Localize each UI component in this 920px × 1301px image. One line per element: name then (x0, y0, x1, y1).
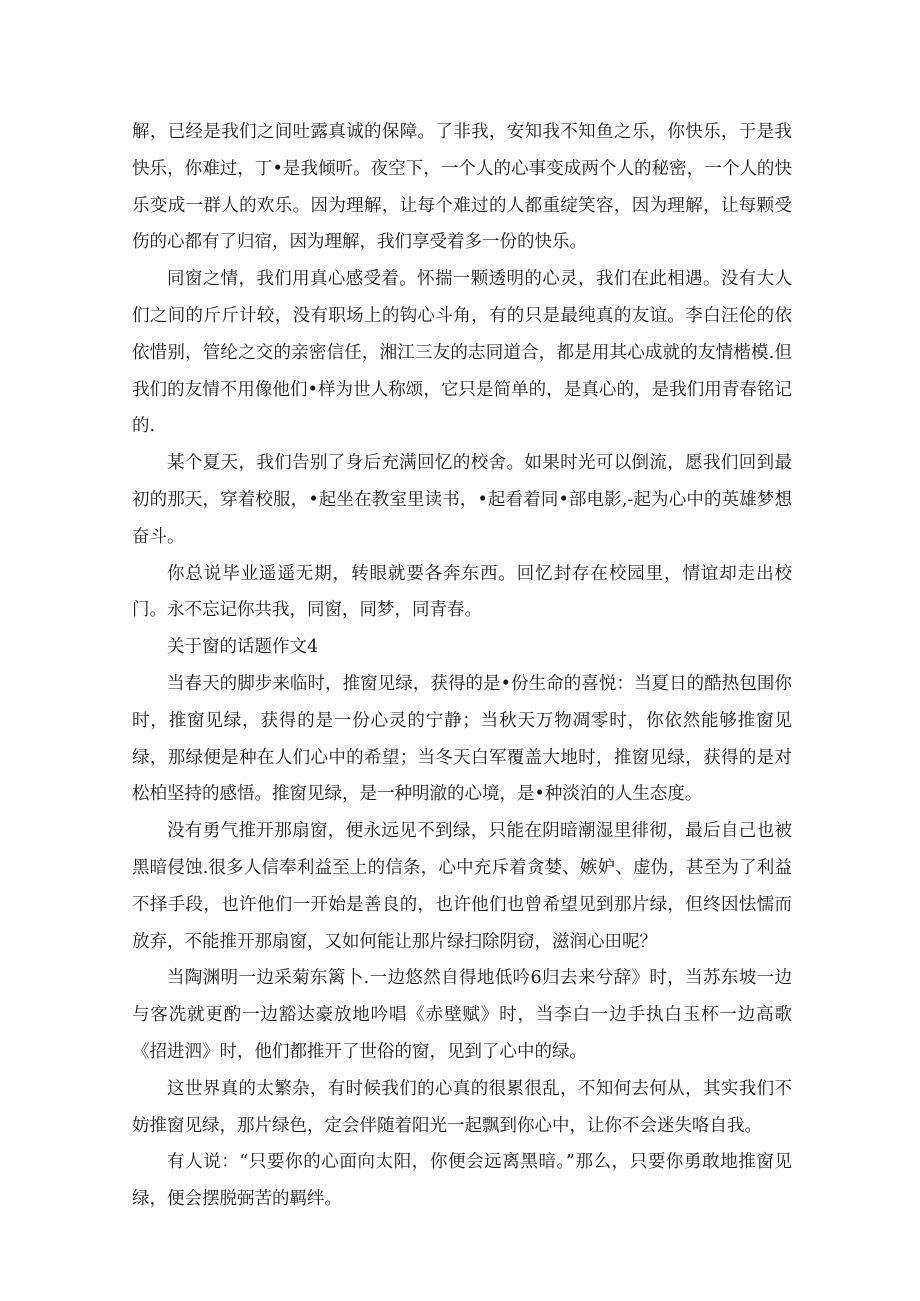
article-body (132, 114, 792, 1218)
essay-title: 关于窗的话题作文4 (167, 637, 319, 658)
paragraph-conclusion: 有人说：“只要你的心面向太阳，你便会远离黑暗。”那么，只要你勇敢地推窗见绿，便会摆脱弼苦的羁绊。 (132, 1152, 792, 1210)
paragraph-seasons: 当春天的脚步来临时，推窗见绿，获得的是•份生命的喜悦：当夏日的酷热包围你时，推窗见绿，获得的是一份心灵的宁静；当秋天万物凋零时，你依然能够推窗见绿，那绿便是种在人们心中的希望；当冬天白军覆盖大地时，推窗见绿，获得的是对松柏坚持的感悟。推窗见绿，是一种明澈的心境，是•种淡泊的人生态度。 (132, 673, 792, 805)
paragraph-poets: 当陶渊明一边采菊东篱卜.一边悠然自得地低吟6归去来兮辞》时，当苏东坡一边与客冼就更酌一边豁达豪放地吟唱《赤壁赋》时，当李白一边手执白玉杯一边高歌《招进泗》时，他们都推开了世俗的窗，见到了心中的绿。 (132, 968, 792, 1062)
paragraph-busy-world: 这世界真的太繁杂，有时候我们的心真的很累很乱，不知何去何从，其实我们不妨推窗见绿，那片绿色，定会伴随着阳光一起飘到你心中，让你不会迷失咯自我。 (132, 1078, 792, 1136)
paragraph-classmate-friendship: 同窗之情，我们用真心感受着。怀揣一颗透明的心灵，我们在此相遇。没有大人们之间的斤斤计较，没有职场上的钩心斗角，有的只是最纯真的友谊。李白汪伦的依依惜别，管纶之交的亲密信任，湘江三友的志同道合，都是用其心成就的友情楷模.但我们的友情不用像他们•样为世人称颂，它只是简单的，是真心的，是我们用青春铭记的. (132, 269, 792, 437)
paragraph-no-courage: 没有勇气推开那扇窗，便永远见不到绿，只能在阴暗潮湿里徘彻，最后自己也被黑暗侵蚀.很多人信奉利益至上的信条，心中充斥着贪婪、嫉妒、虚伪，甚至为了利益不择手段，也许他们一开始是善良的，也许他们也曾希望见到那片绿，但终因怯懦而放弃，不能推开那扇窗，又如何能让那片绿扫除阴窃，滋润心田呢？ (132, 821, 792, 952)
paragraph-graduation: 你总说毕业遥遥无期，转眼就要各奔东西。回忆封存在校园里，情谊却走出校门。永不忘记你共我，同窗，同梦，同青春。 (132, 563, 792, 621)
paragraph-continued: 解，已经是我们之间吐露真诚的保障。了非我，安知我不知鱼之乐，你快乐，于是我快乐，你难过，丁•是我倾听。夜空下，一个人的心事变成两个人的秘密，一个人的快乐变成一群人的欢乐。因为理解，让每个难过的人都重绽笑容，因为理解，让每颗受伤的心都有了归宿，因为理解，我们享受着多一份的快乐。 (132, 122, 792, 253)
paragraph-summer-farewell: 某个夏天，我们告别了身后充满回忆的校舍。如果时光可以倒流，愿我们回到最初的那天，穿着校服，•起坐在教室里读书，•起看着同•部电影,-起为心中的英雄梦想奋斗。 (132, 453, 792, 547)
